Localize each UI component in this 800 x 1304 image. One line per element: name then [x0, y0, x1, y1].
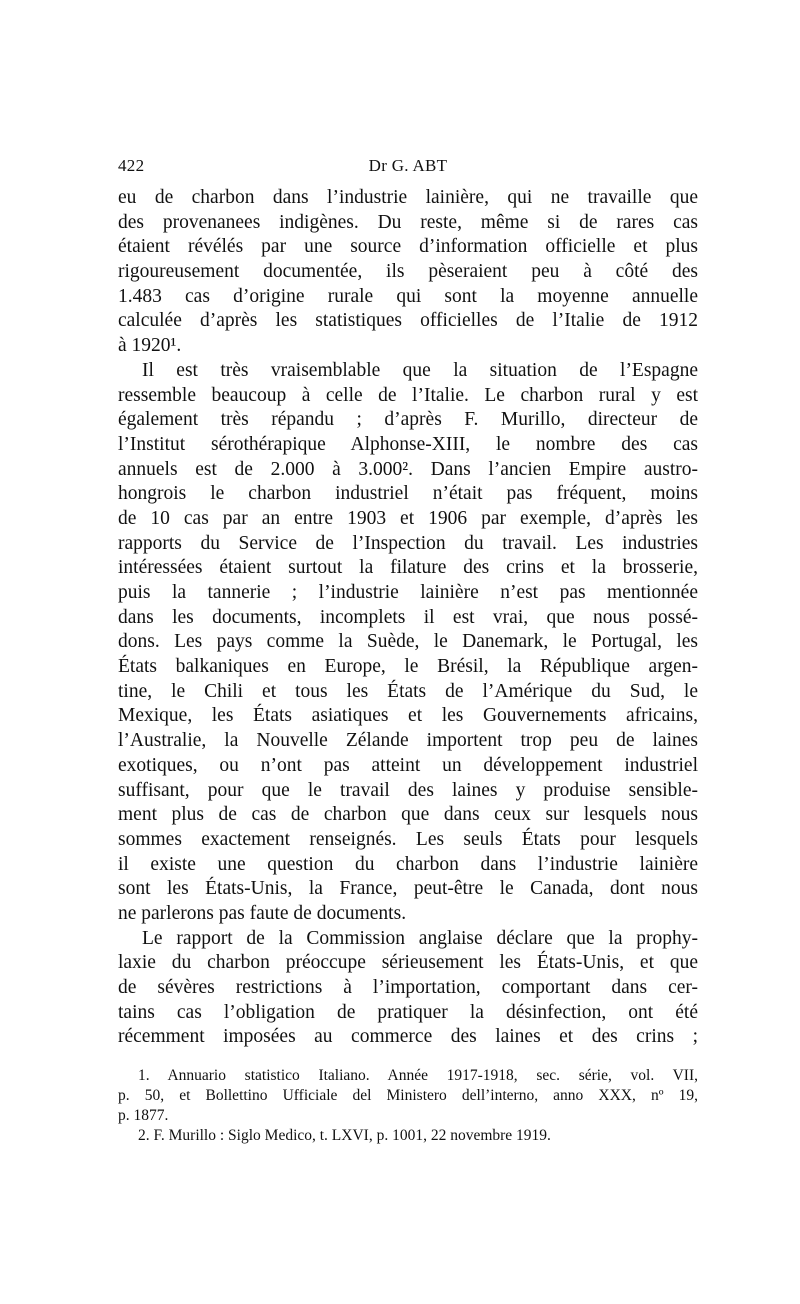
body-line: l’Institut sérothérapique Alphonse-XIII, le nombre des cas [118, 433, 698, 455]
body-line: dans les documents, incomplets il est vrai, que nous possé- [118, 606, 698, 628]
body-line: hongrois le charbon industriel n’était pas fréquent, moins [118, 483, 698, 505]
body-line: dons. Les pays comme la Suède, le Danemark, le Portugal, les [118, 631, 698, 653]
body-line: Le rapport de la Commission anglaise déclare que la prophy- [142, 927, 698, 949]
body-line: puis la tannerie ; l’industrie lainière n’est pas mentionnée [118, 582, 698, 603]
footnote-line: p. 1877. [118, 1107, 169, 1125]
body-line: tine, le Chili et tous les États de l’Amérique du Sud, le [118, 680, 698, 702]
body-line: 1.483 cas d’origine rurale qui sont la moyenne annuelle [118, 285, 698, 307]
body-line: tains cas l’obligation de pratiquer la désinfection, ont été [118, 1001, 698, 1023]
body-line: sont les États-Unis, la France, peut-être le Canada, dont nous [118, 878, 698, 900]
body-line: rapports du Service de l’Inspection du travail. Les industries [118, 532, 698, 554]
body-line: ressemble beaucoup à celle de l’Italie. Le charbon rural y est [118, 384, 698, 406]
body-line: l’Australie, la Nouvelle Zélande importent trop peu de laines [118, 730, 698, 752]
body-line: il existe une question du charbon dans l’industrie lainière [118, 853, 698, 875]
body-line: de 10 cas par an entre 1903 et 1906 par exemple, d’après les [118, 507, 698, 529]
footnotes [118, 1066, 698, 1146]
body-line: ne parlerons pas faute de documents. [118, 902, 407, 924]
body-line: de sévères restrictions à l’importation, comportant dans cer- [118, 977, 698, 998]
body-line: sommes exactement renseignés. Les seuls États pour lesquels [118, 828, 698, 850]
body-line: également très répandu ; d’après F. Murillo, directeur de [118, 409, 698, 431]
footnote-line: 1. Annuario statistico Italiano. Année 1917-1918, sec. série, vol. VII, [138, 1067, 698, 1085]
body-line: Il est très vraisemblable que la situation de l’Espagne [142, 359, 698, 381]
book-page [118, 156, 698, 1146]
body-line: suffisant, pour que le travail des laines y produise sensible- [118, 779, 698, 801]
body-line: laxie du charbon préoccupe sérieusement les États-Unis, et que [118, 952, 698, 974]
running-head [118, 156, 698, 186]
body-line: étaient révélés par une source d’information officielle et plus [118, 236, 698, 258]
body-line: ment plus de cas de charbon que dans ceux sur lesquels nous [118, 804, 698, 826]
body-line: Mexique, les États asiatiques et les Gouvernements africains, [118, 705, 698, 727]
body-text [118, 186, 698, 1050]
body-line: à 1920¹. [118, 335, 182, 357]
body-line: rigoureusement documentée, ils pèseraient peu à côté des [118, 261, 698, 283]
running-title: Dr G. ABT [368, 156, 448, 175]
body-line: des provenanees indigènes. Du reste, même si de rares cas [118, 211, 698, 233]
body-line: intéressées étaient surtout la filature des crins et la brosserie, [118, 557, 698, 579]
body-line: exotiques, ou n’ont pas atteint un développement industriel [118, 754, 698, 776]
footnote-line: p. 50, et Bollettino Ufficiale del Ministero dell’interno, anno XXX, nº 19, [118, 1087, 698, 1105]
body-line: calculée d’après les statistiques officielles de l’Italie de 1912 [118, 310, 698, 332]
body-line: annuels est de 2.000 à 3.000². Dans l’ancien Empire austro- [118, 458, 698, 480]
body-line: eu de charbon dans l’industrie lainière, qui ne travaille que [118, 187, 698, 208]
body-line: États balkaniques en Europe, le Brésil, la République argen- [118, 656, 698, 678]
page-number: 422 [118, 156, 145, 175]
footnote-line: 2. F. Murillo : Siglo Medico, t. LXVI, p. 1001, 22 novembre 1919. [138, 1127, 551, 1145]
body-line: récemment imposées au commerce des laines et des crins ; [118, 1026, 698, 1048]
